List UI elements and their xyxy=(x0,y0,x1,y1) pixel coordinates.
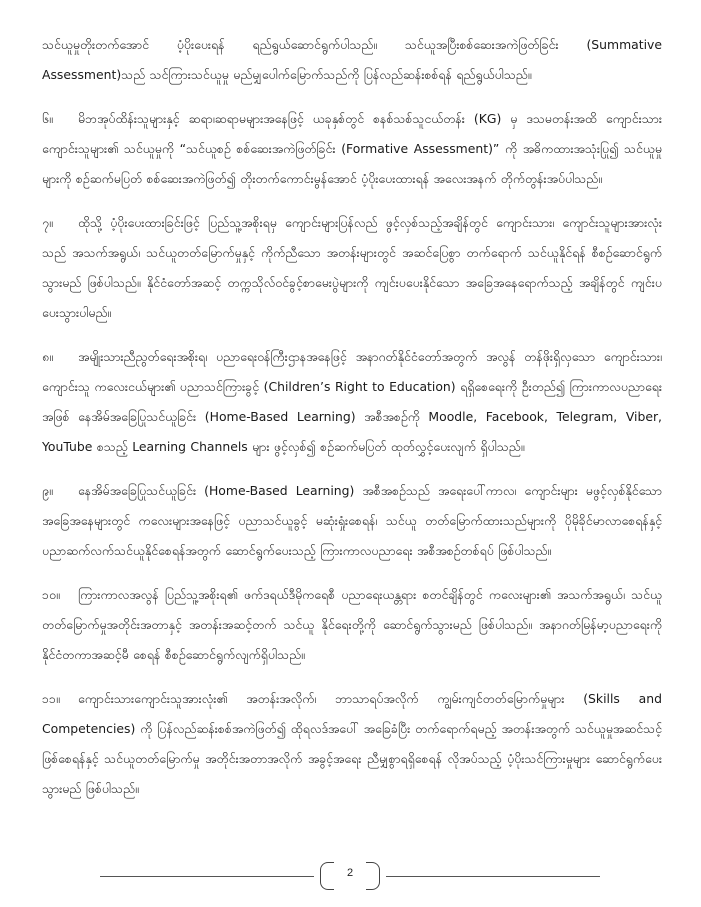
paragraph-11 xyxy=(42,684,662,804)
paragraph-continued xyxy=(42,30,662,90)
paragraph-number: ၇။ xyxy=(42,215,53,230)
footer-bracket-left xyxy=(320,862,334,890)
paragraph-text: အမျိုးသားညီညွတ်ရေးအစိုးရ၊ ပညာရေးဝန်ကြီးဌာနအနေဖြင့် အနာဂတ်နိုင်ငံတော်အတွက် အလွန် တန်ဖိုးရှိလှသော ကျောင်းသား၊ ကျောင်းသူ ကလေးငယ်များ၏ ပညာသင်ကြားခွင့် (Children’s Right to Education) ရရှိစေရေးကို ဦးတည်၍ ကြားကာလပညာရေးအဖြစ် နေအိမ်အခြေပြုသင်ယူခြင်း (Home-Based Learning) အစီအစဉ်ကို Moodle, Facebook, Telegram, Viber, YouTube စသည့် Learning Channels များ ဖွင့်လှစ်၍ စဉ်ဆက်မပြတ် ထုတ်လွှင့်ပေးလျက် ရှိပါသည်။ xyxy=(42,349,662,454)
paragraph-9 xyxy=(42,476,662,566)
paragraph-7 xyxy=(42,208,662,328)
paragraph-text: ကျောင်းသားကျောင်းသူအားလုံး၏ အတန်းအလိုက်၊ ဘာသာရပ်အလိုက် ကျွမ်းကျင်တတ်မြောက်မှုများ (Skills and Competencies) ကို ပြန်လည်ဆန်းစစ်အကဲဖြတ်၍ ထိုရလဒ်အပေါ် အခြေခံပြီး တက်ရောက်ရမည့် အတန်းအတွက် သင်ယူမှုအဆင်သင့်ဖြစ်စေရန်နှင့် သင်ယူတတ်မြောက်မှု အတိုင်းအတာအလိုက် အခွင့်အရေး ညီမျှစွာရရှိစေရန် လိုအပ်သည့် ပံ့ပိုးသင်ကြားမှုများ ဆောင်ရွက်ပေးသွားမည် ဖြစ်ပါသည်။ xyxy=(42,691,662,796)
paragraph-6 xyxy=(42,104,662,194)
paragraph-10 xyxy=(42,580,662,670)
paragraph-number: ၆။ xyxy=(42,111,53,126)
paragraph-number: ၈။ xyxy=(42,349,53,364)
document-body xyxy=(42,30,662,818)
paragraph-text: မိဘအုပ်ထိန်းသူများနှင့် ဆရာ၊ဆရာမများအနေဖြင့် ယခုနှစ်တွင် စနစ်သစ်သူငယ်တန်း (KG) မှ ဒသမတန်းအထိ ကျောင်းသားကျောင်းသူများ၏ သင်ယူမှုကို “သင်ယူစဉ် စစ်ဆေးအကဲဖြတ်ခြင်း (Formative Assessment)” ကို အဓိကထားအသုံးပြု၍ သင်ယူမှုများကို စဉ်ဆက်မပြတ် စစ်ဆေးအကဲဖြတ်၍ တိုးတက်ကောင်းမွန်အောင် ပံ့ပိုးပေးထားရန် အလေးအနက် တိုက်တွန်းအပ်ပါသည်။ xyxy=(42,111,662,186)
paragraph-8 xyxy=(42,342,662,462)
footer-bracket-right xyxy=(366,862,380,890)
paragraph-number: ၉။ xyxy=(42,483,53,498)
footer-divider-right xyxy=(386,876,600,877)
paragraph-number: ၁၁။ xyxy=(42,691,60,706)
footer-divider-left xyxy=(100,876,314,877)
paragraph-text: နေအိမ်အခြေပြုသင်ယူခြင်း (Home-Based Learning) အစီအစဉ်သည် အရေးပေါ်ကာလ၊ ကျောင်းများ မဖွင့်လှစ်နိုင်သော အခြေအနေများတွင် ကလေးများအနေဖြင့် ပညာသင်ယူခွင့် မဆုံးရှုံးစေရန်၊ သင်ယူ တတ်မြောက်ထားသည်များကို ပိုမိုခိုင်မာလာစေရန်နှင့် ပညာဆက်လက်သင်ယူနိုင်စေရန်အတွက် ဆောင်ရွက်ပေးသည့် ကြားကာလပညာရေး အစီအစဉ်တစ်ရပ် ဖြစ်ပါသည်။ xyxy=(42,483,662,558)
paragraph-number: ၁၀။ xyxy=(42,587,60,602)
paragraph-text: ထိုသို့ ပံ့ပိုးပေးထားခြင်းဖြင့် ပြည်သူ့အစိုးရမှ ကျောင်းများပြန်လည် ဖွင့်လှစ်သည့်အချိန်တွင် ကျောင်းသား၊ ကျောင်းသူများအားလုံးသည် အသက်အရွယ်၊ သင်ယူတတ်မြောက်မှုနှင့် ကိုက်ညီသော အတန်းများတွင် အဆင်ပြေစွာ တက်ရောက် သင်ယူနိုင်ရန် စီစဉ်ဆောင်ရွက်သွားမည် ဖြစ်ပါသည်။ နိုင်ငံတော်အဆင့် တက္ကသိုလ်ဝင်ခွင့်စာမေးပွဲများကို ကျင်းပပေးနိုင်သော အခြေအနေရောက်သည့် အချိန်တွင် ကျင်းပပေးသွားပါမည်။ xyxy=(42,215,662,320)
page-footer xyxy=(0,858,701,894)
paragraph-text: သင်ယူမှုတိုးတက်အောင် ပံ့ပိုးပေးရန် ရည်ရွယ်ဆောင်ရွက်ပါသည်။ သင်ယူအပြီးစစ်ဆေးအကဲဖြတ်ခြင်း (Summative Assessment)သည် သင်ကြားသင်ယူမှု မည်မျှပေါက်မြောက်သည်ကို ပြန်လည်ဆန်းစစ်ရန် ရည်ရွယ်ပါသည်။ xyxy=(42,37,662,82)
paragraph-text: ကြားကာလအလွန် ပြည်သူ့အစိုးရ၏ ဖက်ဒရယ်ဒီမိုကရေစီ ပညာရေးယန္တရား စတင်ချိန်တွင် ကလေးများ၏ အသက်အရွယ်၊ သင်ယူတတ်မြောက်မှုအတိုင်းအတာနှင့် အတန်းအဆင့်တက် သင်ယူ နိုင်ရေးတို့ကို ဆောင်ရွက်သွားမည် ဖြစ်ပါသည်။ အနာဂတ်မြန်မာ့ပညာရေးကို နိုင်ငံတကာအဆင့်မီ စေရန် စီစဉ်ဆောင်ရွက်လျက်ရှိပါသည်။ xyxy=(42,587,662,662)
page-number: 2 xyxy=(346,867,354,879)
